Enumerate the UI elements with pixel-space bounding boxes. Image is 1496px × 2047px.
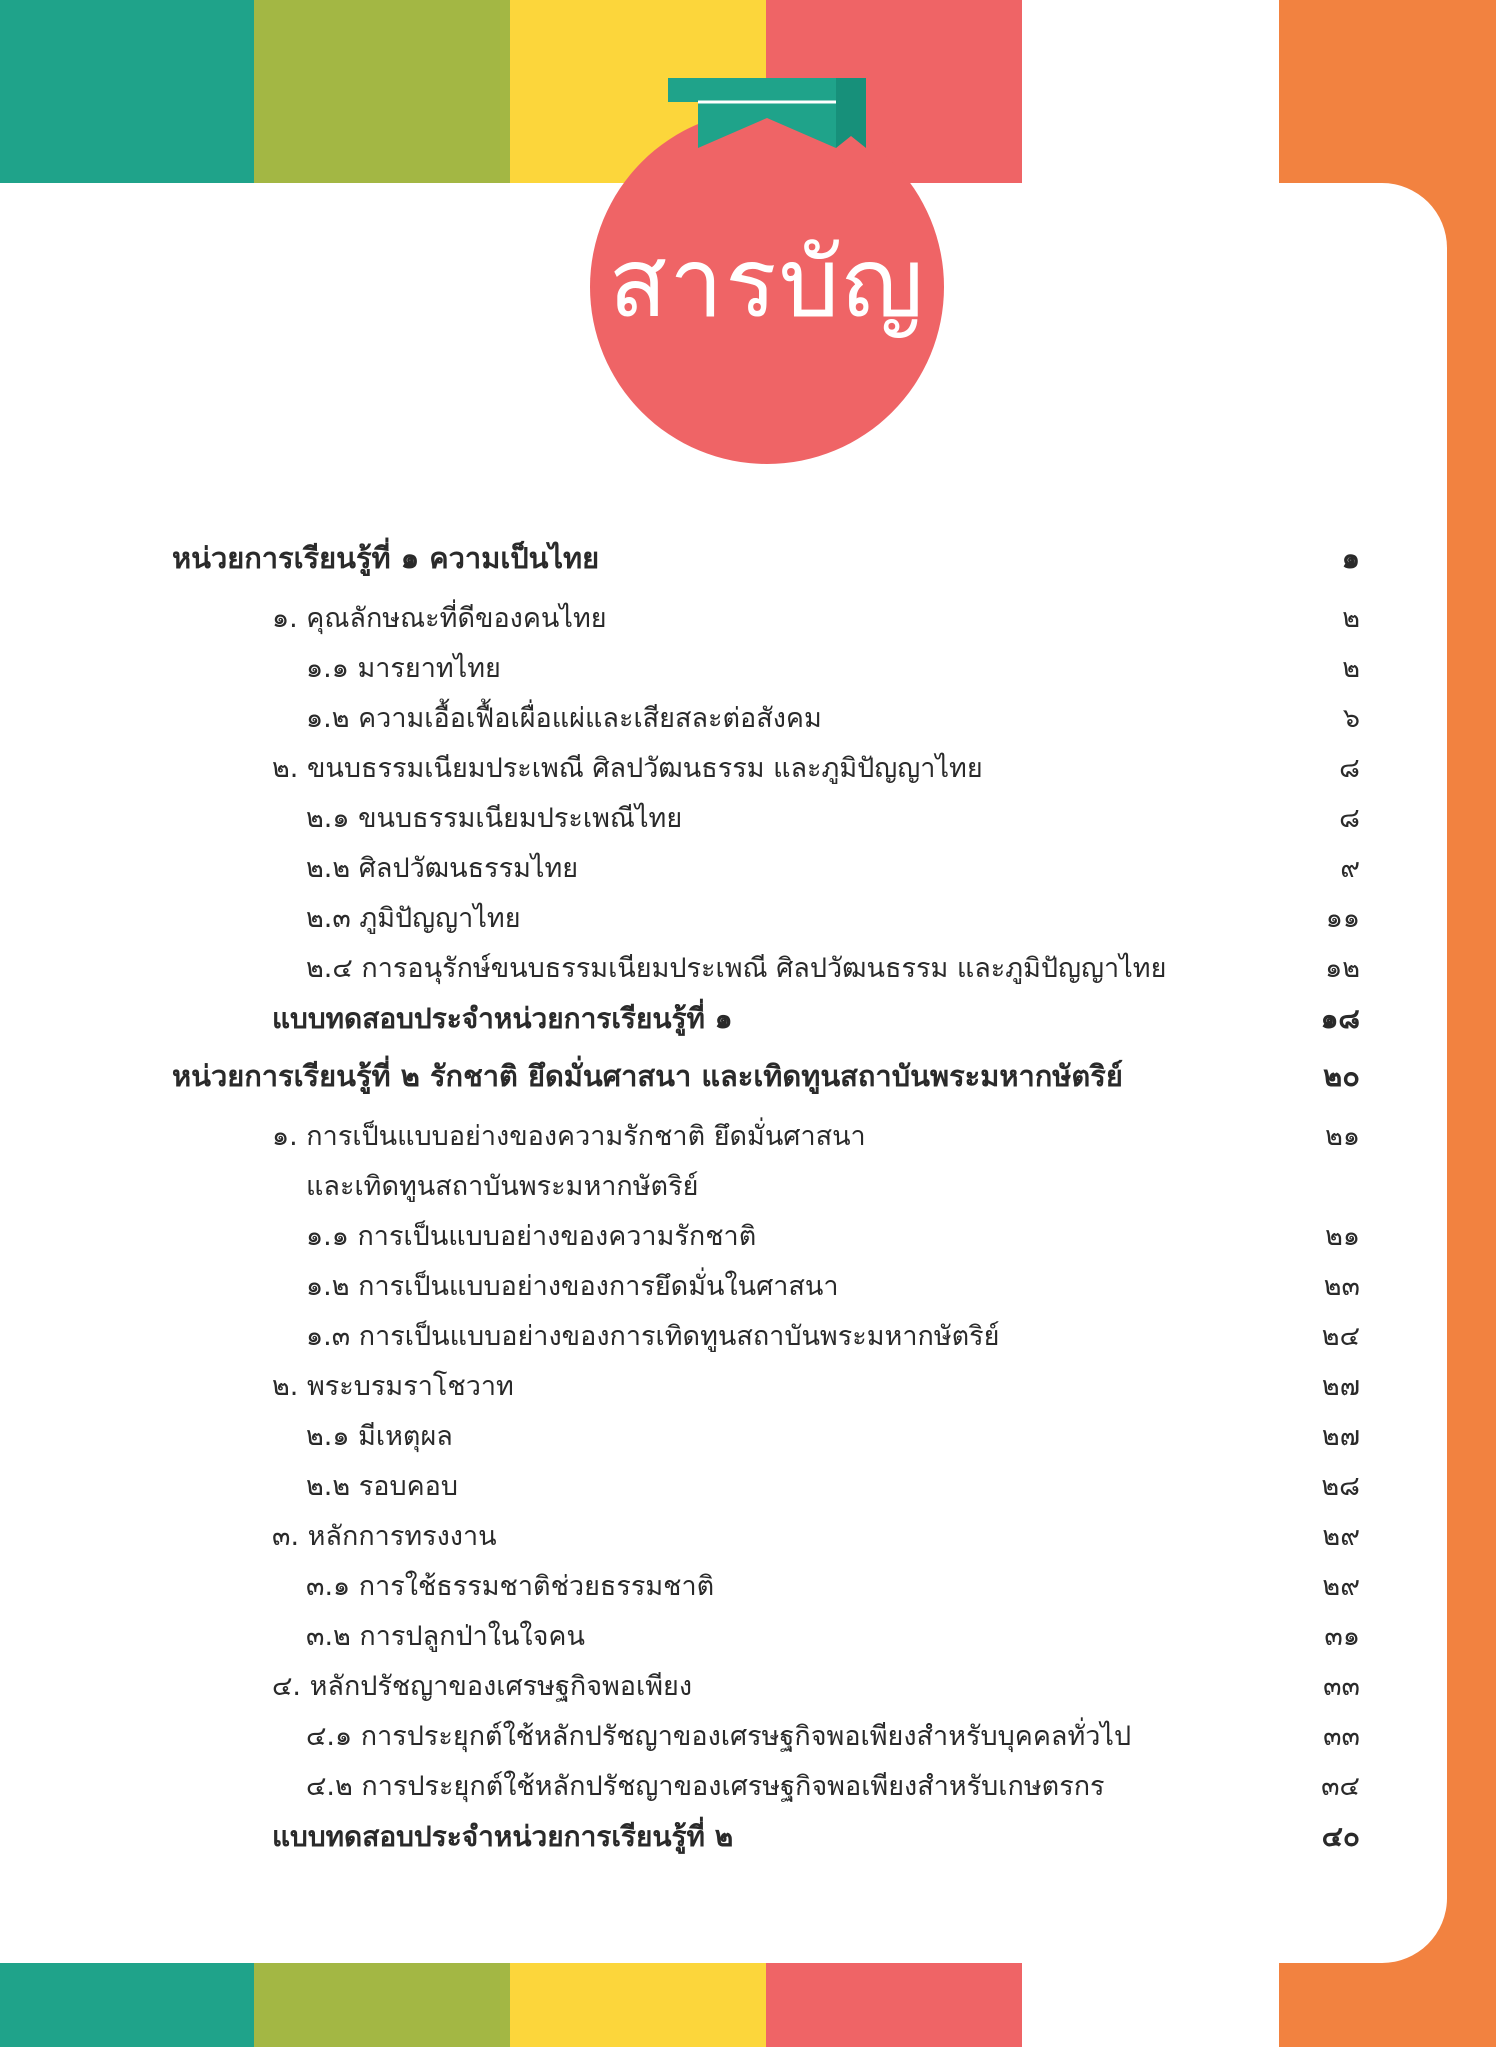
toc-label: ๒.๒ รอบคอบ — [306, 1471, 459, 1502]
toc-label: ๒. พระบรมราโชวาท — [272, 1371, 514, 1402]
toc-subsection[interactable] — [172, 1612, 1360, 1662]
toc-page-number: ๑๘ — [1320, 1002, 1360, 1035]
toc-subsection[interactable] — [172, 844, 1360, 894]
toc-page-number: ๑๒ — [1325, 953, 1360, 984]
toc-subsection[interactable] — [172, 1412, 1360, 1462]
toc-page-number: ๘ — [1339, 803, 1360, 834]
toc-page-number: ๑ — [1341, 541, 1360, 575]
toc-page-number: ๒๔ — [1321, 1321, 1360, 1352]
toc-label: ๒.๓ ภูมิปัญญาไทย — [306, 903, 521, 934]
toc-section[interactable] — [172, 744, 1360, 794]
toc-label: แบบทดสอบประจำหน่วยการเรียนรู้ที่ ๒ — [272, 1820, 734, 1853]
toc-page-number: ๒๐ — [1323, 1059, 1360, 1093]
toc-label: ๒.๑ มีเหตุผล — [306, 1421, 453, 1452]
table-of-contents — [172, 530, 1360, 1862]
toc-label: ๒.๑ ขนบธรรมเนียมประเพณีไทย — [306, 803, 683, 834]
toc-label: ๓.๑ การใช้ธรรมชาติช่วยธรรมชาติ — [306, 1571, 715, 1602]
toc-page-number: ๓๑ — [1324, 1621, 1360, 1652]
toc-subsection[interactable] — [172, 1262, 1360, 1312]
top-band-green — [254, 0, 510, 183]
toc-subsection[interactable] — [172, 694, 1360, 744]
toc-subsection[interactable] — [172, 894, 1360, 944]
toc-label: ๓.๒ การปลูกป่าในใจคน — [306, 1621, 585, 1652]
bottom-band-yellow — [510, 1963, 766, 2047]
bottom-band-teal — [0, 1963, 254, 2047]
toc-label: ๑.๒ ความเอื้อเฟื้อเผื่อแผ่และเสียสละต่อสังคม — [306, 703, 822, 734]
toc-label: ๑.๒ การเป็นแบบอย่างของการยึดมั่นในศาสนา — [306, 1271, 839, 1302]
toc-page-number: ๒ — [1342, 653, 1360, 684]
toc-label: ๔. หลักปรัชญาของเศรษฐกิจพอเพียง — [272, 1671, 693, 1702]
toc-label: หน่วยการเรียนรู้ที่ ๒ รักชาติ ยึดมั่นศาสนา และเทิดทูนสถาบันพระมหากษัตริย์ — [172, 1059, 1123, 1093]
toc-label: ๒.๒ ศิลปวัฒนธรรมไทย — [306, 853, 579, 884]
toc-page-number: ๒๗ — [1321, 1371, 1360, 1402]
toc-label: ๑.๑ มารยาทไทย — [306, 653, 501, 684]
toc-section[interactable] — [172, 1362, 1360, 1412]
bookmark-ribbon-icon — [668, 78, 866, 148]
toc-label: ๔.๑ การประยุกต์ใช้หลักปรัชญาของเศรษฐกิจพอเพียงสำหรับบุคคลทั่วไป — [306, 1721, 1132, 1752]
toc-section[interactable] — [172, 594, 1360, 644]
toc-label: ๑. การเป็นแบบอย่างของความรักชาติ ยึดมั่นศาสนา — [272, 1121, 866, 1152]
toc-page-number: ๒๗ — [1321, 1421, 1360, 1452]
toc-page-number: ๓๓ — [1323, 1671, 1360, 1702]
toc-subsection[interactable] — [172, 1712, 1360, 1762]
toc-section[interactable] — [172, 1512, 1360, 1562]
toc-page-number: ๒๘ — [1321, 1471, 1360, 1502]
toc-page-number: ๒๙ — [1322, 1521, 1360, 1552]
toc-label: แบบทดสอบประจำหน่วยการเรียนรู้ที่ ๑ — [272, 1002, 733, 1035]
toc-subsection[interactable] — [172, 1762, 1360, 1812]
toc-unit-test[interactable] — [172, 994, 1360, 1044]
toc-label: ๒. ขนบธรรมเนียมประเพณี ศิลปวัฒนธรรม และภูมิปัญญาไทย — [272, 753, 983, 784]
toc-page-number: ๒๓ — [1323, 1271, 1360, 1302]
toc-page-number: ๙ — [1340, 853, 1360, 884]
toc-subsection[interactable] — [172, 944, 1360, 994]
toc-label: ๒.๔ การอนุรักษ์ขนบธรรมเนียมประเพณี ศิลปวัฒนธรรม และภูมิปัญญาไทย — [306, 953, 1167, 984]
toc-page-number: ๒๙ — [1322, 1571, 1360, 1602]
bottom-band-red — [766, 1963, 1022, 2047]
toc-label: ๑. คุณลักษณะที่ดีของคนไทย — [272, 603, 607, 634]
toc-subsection[interactable] — [172, 1212, 1360, 1262]
bottom-band-green — [254, 1963, 510, 2047]
toc-unit-1[interactable] — [172, 530, 1360, 586]
toc-section-continued — [172, 1162, 1360, 1212]
toc-subsection[interactable] — [172, 644, 1360, 694]
toc-subsection[interactable] — [172, 794, 1360, 844]
toc-page-number: ๓๓ — [1323, 1721, 1360, 1752]
toc-label: ๓. หลักการทรงงาน — [272, 1521, 497, 1552]
title-circle — [590, 110, 944, 464]
toc-section[interactable] — [172, 1662, 1360, 1712]
toc-label: ๑.๑ การเป็นแบบอย่างของความรักชาติ — [306, 1221, 757, 1252]
toc-page-number: ๔๐ — [1321, 1820, 1360, 1853]
toc-page-number: ๒ — [1342, 603, 1360, 634]
toc-page-number: ๑๑ — [1325, 903, 1360, 934]
toc-label: และเทิดทูนสถาบันพระมหากษัตริย์ — [306, 1171, 699, 1202]
toc-subsection[interactable] — [172, 1562, 1360, 1612]
top-band-teal — [0, 0, 254, 183]
toc-page-number: ๒๑ — [1325, 1221, 1360, 1252]
toc-page-number: ๘ — [1339, 753, 1360, 784]
toc-unit-2[interactable] — [172, 1048, 1360, 1104]
toc-page-number: ๓๔ — [1321, 1771, 1360, 1802]
toc-page-number: ๒๑ — [1325, 1121, 1360, 1152]
toc-section[interactable] — [172, 1112, 1360, 1162]
toc-unit-test[interactable] — [172, 1812, 1360, 1862]
toc-subsection[interactable] — [172, 1312, 1360, 1362]
toc-label: ๑.๓ การเป็นแบบอย่างของการเทิดทูนสถาบันพระมหากษัตริย์ — [306, 1321, 1000, 1352]
toc-label: หน่วยการเรียนรู้ที่ ๑ ความเป็นไทย — [172, 541, 600, 575]
toc-subsection[interactable] — [172, 1462, 1360, 1512]
page-title: สารบัญ — [608, 227, 926, 339]
toc-page-number: ๖ — [1342, 703, 1360, 734]
toc-label: ๔.๒ การประยุกต์ใช้หลักปรัชญาของเศรษฐกิจพอเพียงสำหรับเกษตรกร — [306, 1771, 1105, 1802]
